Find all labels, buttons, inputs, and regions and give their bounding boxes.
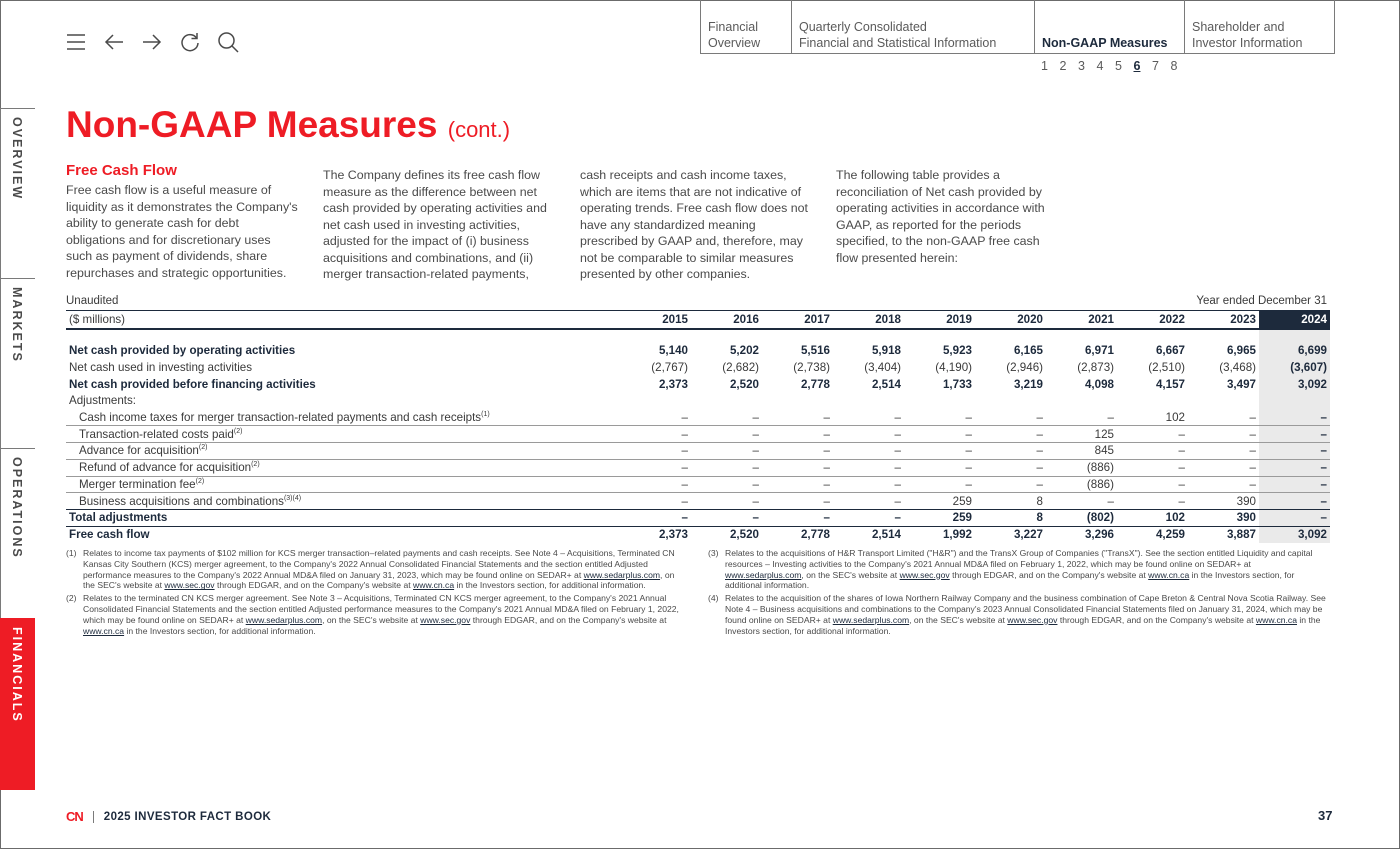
period-label: Year ended December 31 <box>1196 295 1327 307</box>
value-cell: 1,992 <box>942 528 972 542</box>
year-header: 2020 <box>975 311 1046 329</box>
tab-quarterly-consolidated[interactable] <box>792 0 1035 53</box>
footnotes-left <box>66 548 688 638</box>
row-label-text: Adjustments: <box>69 394 137 408</box>
footnote-3 <box>708 548 1330 591</box>
footnote-number: (4) <box>708 593 719 604</box>
value-cell: 5,923 <box>942 344 972 358</box>
search-icon[interactable] <box>216 30 240 54</box>
footnote-number: (3) <box>708 548 719 558</box>
value-cell: (3,468) <box>1219 361 1256 375</box>
value-cell <box>1117 393 1188 410</box>
row-label <box>66 443 620 460</box>
cn-logo: CN <box>66 809 83 824</box>
page-link[interactable]: 7 <box>1152 59 1159 73</box>
year-header: 2023 <box>1188 311 1259 329</box>
row-label <box>66 493 620 510</box>
value-cell: – <box>762 443 833 460</box>
table-row <box>66 526 1330 543</box>
footnote-number: (2) <box>66 593 77 604</box>
value-cell: – <box>975 443 1046 460</box>
row-label <box>66 343 620 360</box>
value-cell: 2,520 <box>729 377 759 391</box>
page-link[interactable]: 4 <box>1096 59 1104 73</box>
value-cell <box>1046 393 1117 410</box>
sedar-link[interactable]: www.sedarplus.com <box>245 614 323 625</box>
value-cell: 3,296 <box>1084 528 1114 542</box>
spacer-cell-2024 <box>1259 329 1330 343</box>
tab-shareholder-investor[interactable] <box>1185 0 1334 53</box>
section-heading: Free Cash Flow <box>66 162 177 179</box>
value-cell: 5,202 <box>729 344 759 358</box>
footnote-text: in the Investors section, for additional information. <box>124 625 316 636</box>
value-cell: 5,140 <box>658 344 688 358</box>
value-cell: (2,946) <box>1006 361 1043 375</box>
tab-label-line: Non-GAAP Measures <box>1042 36 1168 50</box>
value-cell: 3,227 <box>1013 528 1043 542</box>
value-cell: – <box>904 409 975 426</box>
table-row <box>66 476 1330 493</box>
value-cell: – <box>1188 459 1259 476</box>
value-cell-2024: 3,092 <box>1259 526 1330 543</box>
value-cell: 125 <box>1046 426 1117 443</box>
footnote-text: Relates to the acquisitions of H&R Transport Limited ("H&R") and the TransX Group of Companies ("TransX"). See the section entitled Liquidity and capital resources – Investing activities to the Company's 2021 Annual MD&A filed on February 1, 2022, which may be found online on SEDAR+ at <box>725 548 1313 569</box>
sec-link[interactable]: www.sec.gov <box>164 580 215 591</box>
row-label-text: Net cash used in investing activities <box>69 361 253 375</box>
row-label <box>66 459 620 476</box>
tab-label-line: Financial <box>708 20 759 34</box>
tab-label-line: Overview <box>708 36 761 50</box>
year-header-current: 2024 <box>1259 311 1330 329</box>
sidetab-label: FINANCIALS <box>10 627 24 723</box>
intro-text: cash receipts and cash income taxes, which are items that are not indicative of operating trends. Free cash flow does not have any standardized meaning prescribed by GAAP and, therefore, may not be comparable to similar measures presented by other companies. <box>580 168 808 281</box>
value-cell: 6,971 <box>1084 344 1114 358</box>
table-row <box>66 376 1330 393</box>
cn-link[interactable]: www.cn.ca <box>1148 569 1190 580</box>
row-label-text: Net cash provided by operating activities <box>69 344 296 358</box>
sec-link[interactable]: www.sec.gov <box>1007 614 1058 625</box>
value-cell: – <box>1117 443 1188 460</box>
top-navigation <box>700 0 1335 54</box>
value-cell: 1,733 <box>942 377 972 391</box>
footnote-ref: (2) <box>195 477 205 485</box>
value-cell: 8 <box>975 493 1046 510</box>
value-cell: – <box>1188 409 1259 426</box>
value-cell: 3,497 <box>1226 377 1256 391</box>
value-cell: – <box>620 409 691 426</box>
page-title <box>66 104 510 146</box>
page-link-current[interactable]: 6 <box>1133 59 1141 73</box>
sidetab-overview[interactable] <box>0 108 35 278</box>
page-link[interactable]: 5 <box>1115 59 1122 73</box>
footnote-text: , on the SEC's website at <box>322 614 421 625</box>
row-label <box>66 359 620 376</box>
row-label-text: Refund of advance for acquisition <box>79 461 252 475</box>
value-cell: (886) <box>1046 459 1117 476</box>
value-cell <box>904 393 975 410</box>
value-cell: 5,516 <box>800 344 830 358</box>
value-cell-2024: (3,607) <box>1259 359 1330 376</box>
value-cell-2024: – <box>1259 409 1330 426</box>
value-cell-2024: – <box>1259 476 1330 493</box>
year-header: 2022 <box>1117 311 1188 329</box>
footnote-text: in the Investors section, for additional information. <box>725 614 1321 636</box>
value-cell: 259 <box>904 509 975 526</box>
value-cell: 3,887 <box>1226 528 1256 542</box>
forward-arrow-icon[interactable] <box>140 30 164 54</box>
row-label <box>66 476 620 493</box>
page-number: 37 <box>1318 808 1333 823</box>
value-cell: – <box>1188 443 1259 460</box>
footnote-ref: (2) <box>251 461 260 469</box>
toolbar <box>64 30 240 54</box>
value-cell <box>975 393 1046 410</box>
value-cell: – <box>833 409 904 426</box>
value-cell: – <box>691 509 762 526</box>
row-label-text: Total adjustments <box>69 511 168 525</box>
cn-link[interactable]: www.cn.ca <box>413 580 455 591</box>
footer-divider <box>93 811 94 823</box>
value-cell: 259 <box>904 493 975 510</box>
table-row <box>66 426 1330 443</box>
value-cell: (802) <box>1046 509 1117 526</box>
table-row <box>66 493 1330 510</box>
value-cell: 4,157 <box>1155 377 1185 391</box>
value-cell: – <box>1117 459 1188 476</box>
value-cell: – <box>762 493 833 510</box>
page-selector <box>1041 59 1189 73</box>
value-cell: 102 <box>1117 409 1188 426</box>
value-cell: – <box>904 459 975 476</box>
table-meta <box>66 295 1330 307</box>
sidetab-markets[interactable] <box>0 278 35 448</box>
page-link[interactable]: 3 <box>1078 59 1085 73</box>
row-label <box>66 526 620 543</box>
row-label <box>66 409 620 426</box>
footnotes-right <box>708 548 1330 638</box>
value-cell: 2,373 <box>658 528 688 542</box>
value-cell: – <box>691 443 762 460</box>
sedar-link[interactable]: www.sedarplus.com <box>832 614 910 625</box>
cn-link[interactable]: www.cn.ca <box>1255 614 1297 625</box>
footnote-text: through EDGAR, and on the Company's website at <box>1057 614 1256 625</box>
sedar-link[interactable]: www.sedarplus.com <box>725 569 802 580</box>
row-label <box>66 393 620 410</box>
tab-non-gaap-measures[interactable] <box>1035 0 1185 53</box>
value-cell-2024: 6,699 <box>1259 343 1330 360</box>
value-cell: 4,098 <box>1084 377 1114 391</box>
value-cell: 3,219 <box>1013 377 1043 391</box>
value-cell: 2,373 <box>658 377 688 391</box>
page-title-suffix: (cont.) <box>447 117 511 142</box>
year-header: 2018 <box>833 311 904 329</box>
page-link[interactable]: 2 <box>1059 59 1067 73</box>
footnote-text: , on the SEC's website at <box>83 569 675 591</box>
row-label <box>66 509 620 526</box>
intro-text: Free cash flow is a useful measure of liquidity as it demonstrates the Company's ability to generate cash for debt obligations and for discretionary uses such as payment of dividends, share repurchases and strategic opportunities. <box>66 183 298 280</box>
value-cell-2024: – <box>1259 426 1330 443</box>
tab-label-line: Financial and Statistical Information <box>799 36 997 50</box>
footnote-text: through EDGAR, and on the Company's website at <box>214 580 414 591</box>
footnote-2 <box>66 593 688 636</box>
tab-financial-overview[interactable] <box>701 0 792 53</box>
value-cell: 390 <box>1188 493 1259 510</box>
spacer-cell <box>66 329 1259 343</box>
table-spacer-row <box>66 329 1330 343</box>
page-title-main: Non-GAAP Measures <box>66 104 438 145</box>
row-label <box>66 376 620 393</box>
year-header: 2021 <box>1046 311 1117 329</box>
free-cash-flow-table <box>66 310 1330 543</box>
value-cell <box>691 393 762 410</box>
value-cell: 6,667 <box>1155 344 1185 358</box>
value-cell: – <box>691 459 762 476</box>
value-cell: – <box>1117 493 1188 510</box>
sec-link[interactable]: www.sec.gov <box>899 569 950 580</box>
footnote-text: , on the SEC's website at <box>801 569 900 580</box>
value-cell: 8 <box>975 509 1046 526</box>
value-cell: (886) <box>1046 476 1117 493</box>
footnote-1 <box>66 548 688 591</box>
sidetab-label: OVERVIEW <box>10 117 24 201</box>
back-arrow-icon[interactable] <box>102 30 126 54</box>
value-cell: – <box>620 459 691 476</box>
value-cell: – <box>762 459 833 476</box>
value-cell: – <box>833 493 904 510</box>
value-cell <box>762 393 833 410</box>
value-cell: 102 <box>1117 509 1188 526</box>
value-cell-2024: – <box>1259 459 1330 476</box>
unit-label: ($ millions) <box>66 311 620 329</box>
value-cell: – <box>1046 493 1117 510</box>
table-header-row <box>66 311 1330 329</box>
value-cell: (2,682) <box>722 361 759 375</box>
value-cell: 6,165 <box>1013 344 1043 358</box>
value-cell: – <box>762 426 833 443</box>
row-label-text: Transaction-related costs paid <box>79 427 234 441</box>
tab-label-line: Investor Information <box>1192 36 1303 50</box>
year-header: 2015 <box>620 311 691 329</box>
table-row <box>66 509 1330 526</box>
value-cell: 2,778 <box>800 528 830 542</box>
value-cell: – <box>904 426 975 443</box>
row-label <box>66 426 620 443</box>
value-cell: 6,965 <box>1226 344 1256 358</box>
footnote-ref: (2) <box>233 427 243 435</box>
value-cell-2024 <box>1259 393 1330 410</box>
value-cell: 5,918 <box>871 344 901 358</box>
table-row <box>66 409 1330 426</box>
sec-link[interactable]: www.sec.gov <box>420 614 471 625</box>
value-cell: – <box>1046 409 1117 426</box>
footnote-text: Relates to the terminated CN KCS merger agreement. See Note 3 – Acquisitions, Terminated CN KCS merger agreement, to the Company's 2021 Annual Consolidated Financial Statements and the section entitled Adjusted performance measures to the Company's 2021 Annual MD&A filed on February 1, 2022, which may be found online on SEDAR+ at <box>83 593 679 625</box>
value-cell: – <box>620 509 691 526</box>
value-cell: 390 <box>1188 509 1259 526</box>
table-row <box>66 443 1330 460</box>
row-label-text: Net cash provided before financing activities <box>69 377 316 391</box>
intro-text: The following table provides a reconciliation of Net cash provided by operating activities in accordance with GAAP, as reported for the periods specified, to the non-GAAP free cash flow presented herein: <box>836 168 1045 265</box>
intro-column-4 <box>836 167 1058 266</box>
value-cell: – <box>691 409 762 426</box>
footnote-text: Relates to income tax payments of $102 million for KCS merger transaction–related payments and cash receipts. See Note 4 – Acquisitions, Terminated CN Kansas City Southern (KCS) merger agreement, to the Company's 2022 Annual Consolidated Financial Statements and the section entitled Adjusted performance measures to the Company's 2022 Annual MD&A filed on January 31, 2023, which may be found online on SEDAR+ at <box>83 548 675 580</box>
table-row <box>66 393 1330 410</box>
value-cell: 2,778 <box>800 377 830 391</box>
value-cell: (2,767) <box>651 361 688 375</box>
sedar-link[interactable]: www.sedarplus.com <box>583 569 661 580</box>
footnote-text: Relates to the acquisition of the shares of Iowa Northern Railway Company and the business combination of Cape Breton & Central Nova Scotia Railway. See Note 4 – Business acquisitions and combinations to the Company's 2023 Annual Consolidated Financial Statements filed on January 31, 2024, which may be found online on SEDAR+ at <box>725 593 1326 625</box>
value-cell <box>1188 393 1259 410</box>
value-cell: – <box>620 443 691 460</box>
sidetab-label: OPERATIONS <box>10 457 24 559</box>
intro-column-3 <box>580 167 812 283</box>
value-cell-2024: 3,092 <box>1259 376 1330 393</box>
value-cell: (4,190) <box>935 361 972 375</box>
value-cell: – <box>833 443 904 460</box>
value-cell: – <box>833 459 904 476</box>
sidetab-label: MARKETS <box>10 287 24 363</box>
refresh-icon[interactable] <box>178 30 202 54</box>
value-cell: – <box>833 509 904 526</box>
value-cell: – <box>904 443 975 460</box>
year-header: 2017 <box>762 311 833 329</box>
value-cell: – <box>691 493 762 510</box>
value-cell-2024: – <box>1259 509 1330 526</box>
value-cell: – <box>975 459 1046 476</box>
footnote-text: , on the SEC's website at <box>909 614 1008 625</box>
value-cell <box>620 393 691 410</box>
value-cell: – <box>762 509 833 526</box>
value-cell: – <box>762 476 833 493</box>
value-cell <box>833 393 904 410</box>
value-cell: 845 <box>1046 443 1117 460</box>
value-cell: – <box>1188 476 1259 493</box>
footnote-text: in the Investors section, for additional information. <box>725 569 1295 591</box>
year-header: 2019 <box>904 311 975 329</box>
value-cell: – <box>691 426 762 443</box>
footnote-ref: (1) <box>481 410 490 418</box>
value-cell: – <box>762 409 833 426</box>
row-label-text: Advance for acquisition <box>79 444 199 458</box>
value-cell: (3,404) <box>864 361 901 375</box>
value-cell: 2,514 <box>871 377 901 391</box>
page-link[interactable]: 1 <box>1041 59 1048 73</box>
value-cell: – <box>975 476 1046 493</box>
value-cell: (2,510) <box>1148 361 1185 375</box>
value-cell: – <box>620 476 691 493</box>
row-label-text: Free cash flow <box>69 528 150 542</box>
value-cell-2024: – <box>1259 493 1330 510</box>
value-cell: – <box>620 426 691 443</box>
page-link[interactable]: 8 <box>1170 59 1178 73</box>
tab-label-line: Quarterly Consolidated <box>799 20 927 34</box>
footer-title: 2025 INVESTOR FACT BOOK <box>103 810 272 823</box>
table-row <box>66 459 1330 476</box>
value-cell: 2,520 <box>729 528 759 542</box>
value-cell: – <box>691 476 762 493</box>
value-cell: (2,873) <box>1077 361 1114 375</box>
menu-icon[interactable] <box>64 30 88 54</box>
footnote-text: through EDGAR, and on the Company's website at <box>949 569 1149 580</box>
tab-label-line: Shareholder and <box>1192 20 1285 34</box>
footnote-number: (1) <box>66 548 77 558</box>
row-label-text: Cash income taxes for merger transaction-related payments and cash receipts <box>79 410 482 424</box>
value-cell: – <box>975 409 1046 426</box>
value-cell: (2,738) <box>793 361 830 375</box>
value-cell: – <box>833 476 904 493</box>
row-label-text: Business acquisitions and combinations <box>79 494 284 508</box>
footnote-text: in the Investors section, for additional information. <box>454 580 646 591</box>
value-cell-2024: – <box>1259 443 1330 460</box>
table-row <box>66 343 1330 360</box>
value-cell: 2,514 <box>871 528 901 542</box>
value-cell: – <box>1117 476 1188 493</box>
value-cell: – <box>975 426 1046 443</box>
cn-link[interactable]: www.cn.ca <box>83 625 125 636</box>
intro-column-2 <box>323 167 555 283</box>
intro-text: The Company defines its free cash flow measure as the difference between net cash provided by operating activities and net cash used in investing activities, adjusted for the impact of (i) business acquisitions and combinations, and (ii) merger transaction-related payments, <box>323 168 547 281</box>
year-header: 2016 <box>691 311 762 329</box>
value-cell: – <box>833 426 904 443</box>
value-cell: – <box>1117 426 1188 443</box>
footnote-ref: (2) <box>198 444 208 452</box>
footer <box>66 809 271 824</box>
intro-column-1 <box>66 162 298 281</box>
sidetab-operations[interactable] <box>0 448 35 618</box>
row-label-text: Merger termination fee <box>79 477 196 491</box>
value-cell: – <box>904 476 975 493</box>
footnote-4 <box>708 593 1330 636</box>
value-cell: – <box>1188 426 1259 443</box>
footnote-ref: (3)(4) <box>283 494 302 502</box>
value-cell: – <box>620 493 691 510</box>
table-row <box>66 359 1330 376</box>
unaudited-label: Unaudited <box>66 295 119 307</box>
footnote-text: through EDGAR, and on the Company's website at <box>470 614 667 625</box>
value-cell: 4,259 <box>1155 528 1185 542</box>
sidetab-financials[interactable] <box>0 618 35 790</box>
